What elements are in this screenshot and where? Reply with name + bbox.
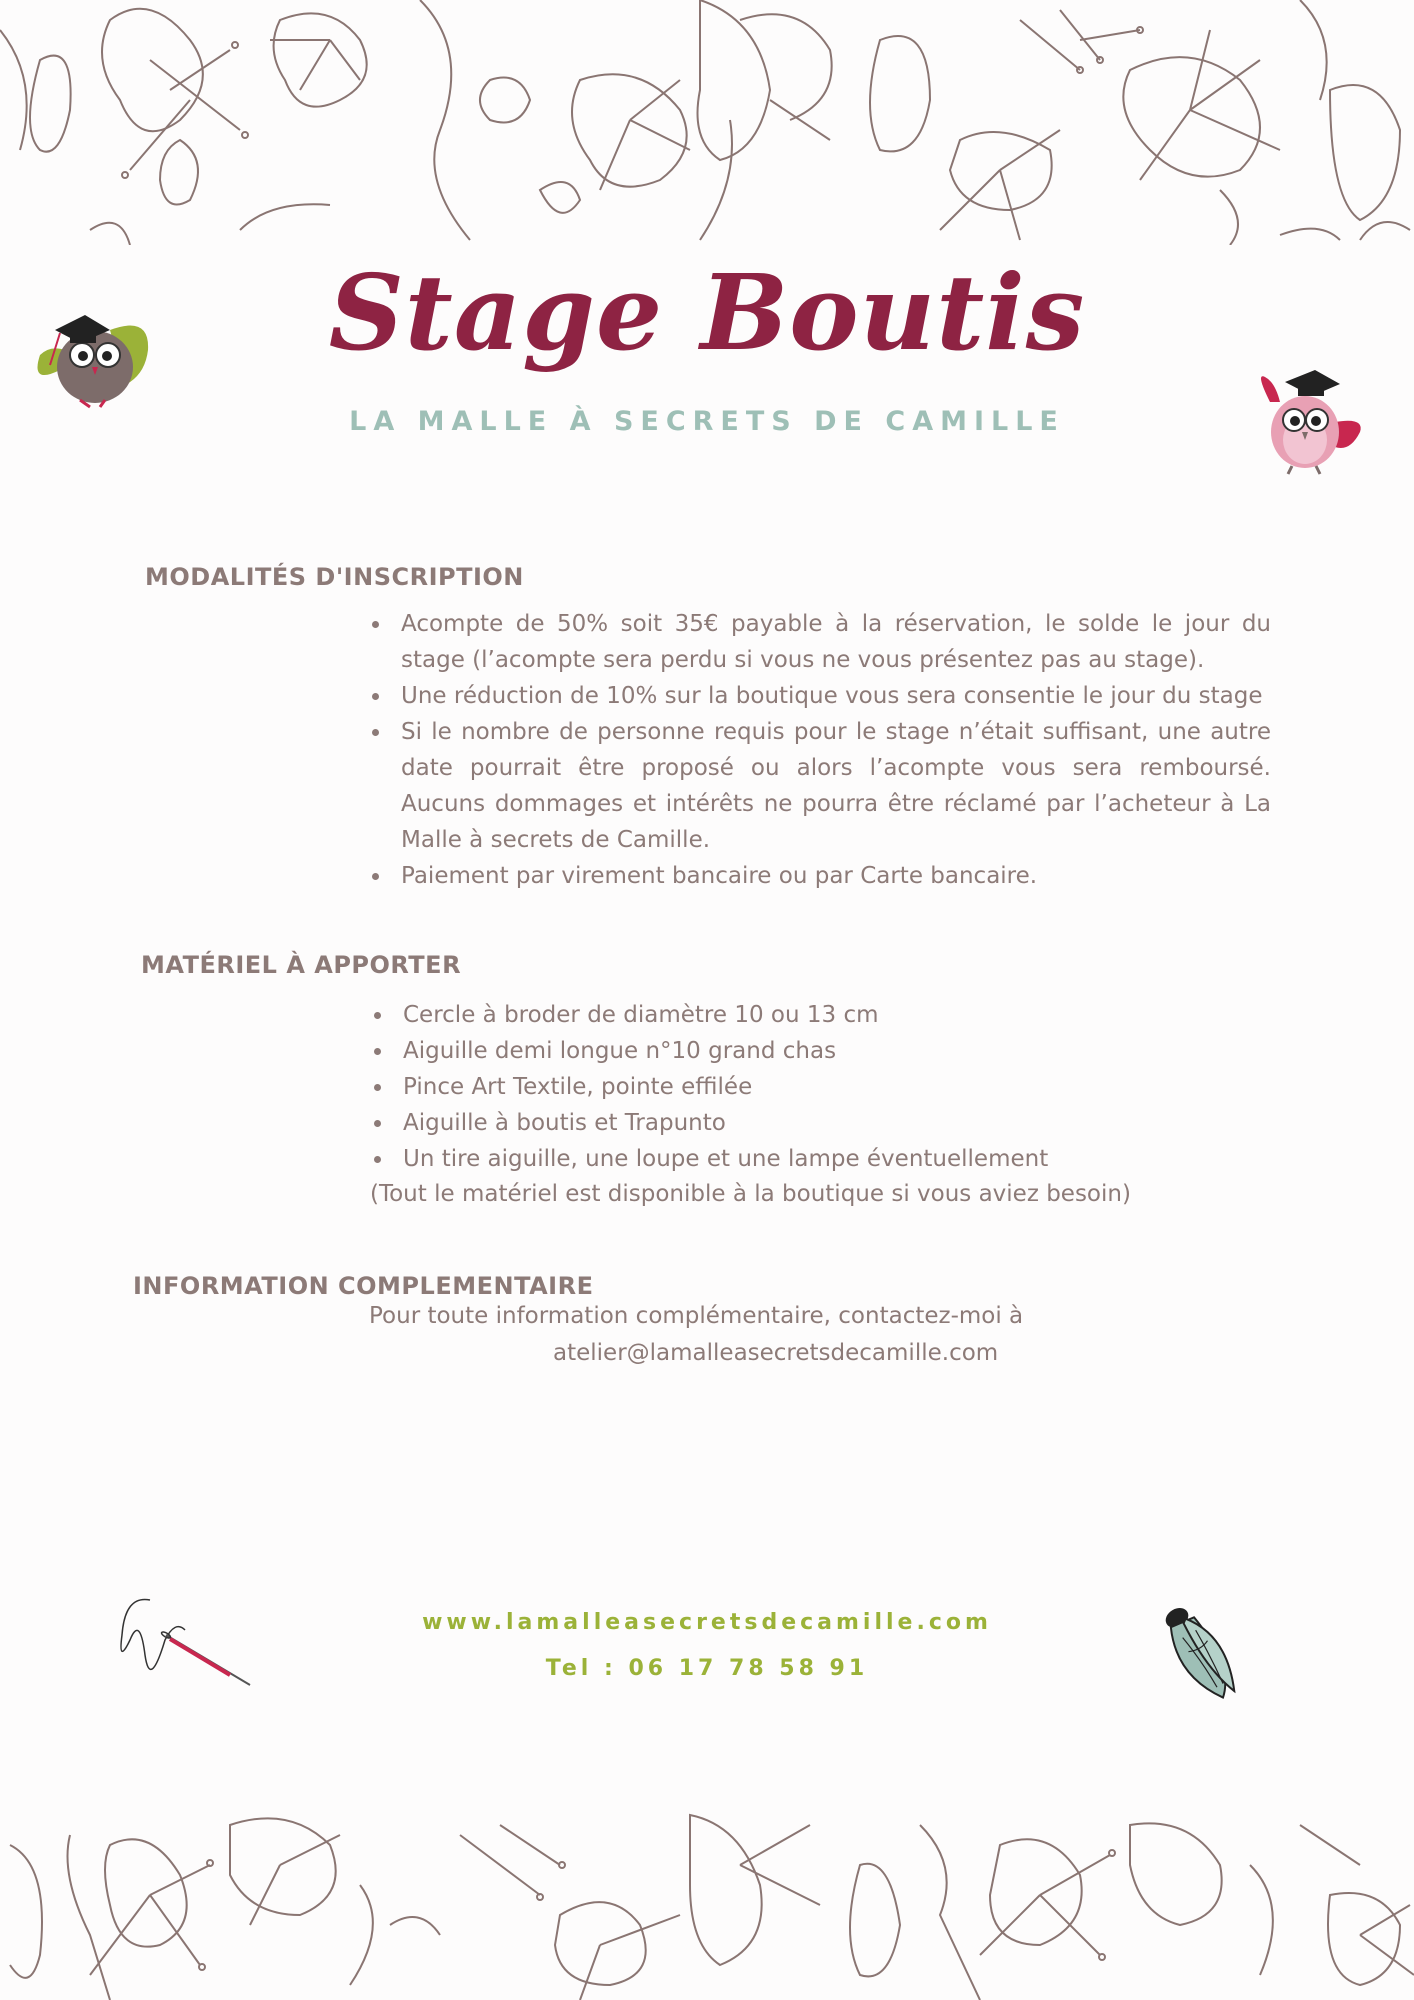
list-item: Aiguille demi longue n°10 grand chas (368, 1033, 1268, 1069)
list-item: Pince Art Textile, pointe effilée (368, 1069, 1268, 1105)
list-item: Paiement par virement bancaire ou par Carte bancaire. (366, 858, 1271, 894)
flower-illustration (10, 1815, 1414, 2000)
section-heading-materiel: MATÉRIEL À APPORTER (141, 951, 462, 979)
contact-email[interactable]: atelier@lamalleasecretsdecamille.com (553, 1340, 999, 1366)
page-subtitle: LA MALLE À SECRETS DE CAMILLE (349, 406, 1065, 437)
list-item: Acompte de 50% soit 35€ payable à la réservation, le solde le jour du stage (l’acompte sera perdu si vous ne vous présentez pas au stage). (366, 606, 1271, 678)
flower-illustration (0, 0, 1410, 245)
cicada-icon (1150, 1585, 1270, 1705)
list-item: Si le nombre de personne requis pour le stage n’était suffisant, une autre date pourrait être proposé ou alors l’acompte vous sera remboursé. Aucuns dommages et intérêts ne pourra être réclamé par l’acheteur à La Malle à secrets de Camille. (366, 714, 1271, 858)
materiel-list (368, 997, 1268, 1177)
owl-graduate-icon-right (1250, 362, 1370, 477)
website-link[interactable]: www.lamalleasecretsdecamille.com (422, 1610, 992, 1635)
list-item: Une réduction de 10% sur la boutique vous sera consentie le jour du stage (366, 678, 1271, 714)
floral-border-bottom (0, 1805, 1414, 2000)
owl-graduate-icon-left (30, 295, 160, 410)
list-item: Cercle à broder de diamètre 10 ou 13 cm (368, 997, 1268, 1033)
page-title: Stage Boutis (328, 251, 1086, 374)
section-heading-info: INFORMATION COMPLEMENTAIRE (133, 1272, 594, 1300)
phone-number: Tel : 06 17 78 58 91 (545, 1656, 869, 1681)
floral-border-top (0, 0, 1414, 245)
materiel-note: (Tout le matériel est disponible à la boutique si vous aviez besoin) (370, 1181, 1131, 1207)
list-item: Aiguille à boutis et Trapunto (368, 1105, 1268, 1141)
inscription-list (366, 606, 1271, 894)
list-item: Un tire aiguille, une loupe et une lampe éventuellement (368, 1141, 1268, 1177)
info-text: Pour toute information complémentaire, contactez-moi à (369, 1303, 1024, 1329)
section-heading-inscription: MODALITÉS D'INSCRIPTION (145, 563, 524, 591)
